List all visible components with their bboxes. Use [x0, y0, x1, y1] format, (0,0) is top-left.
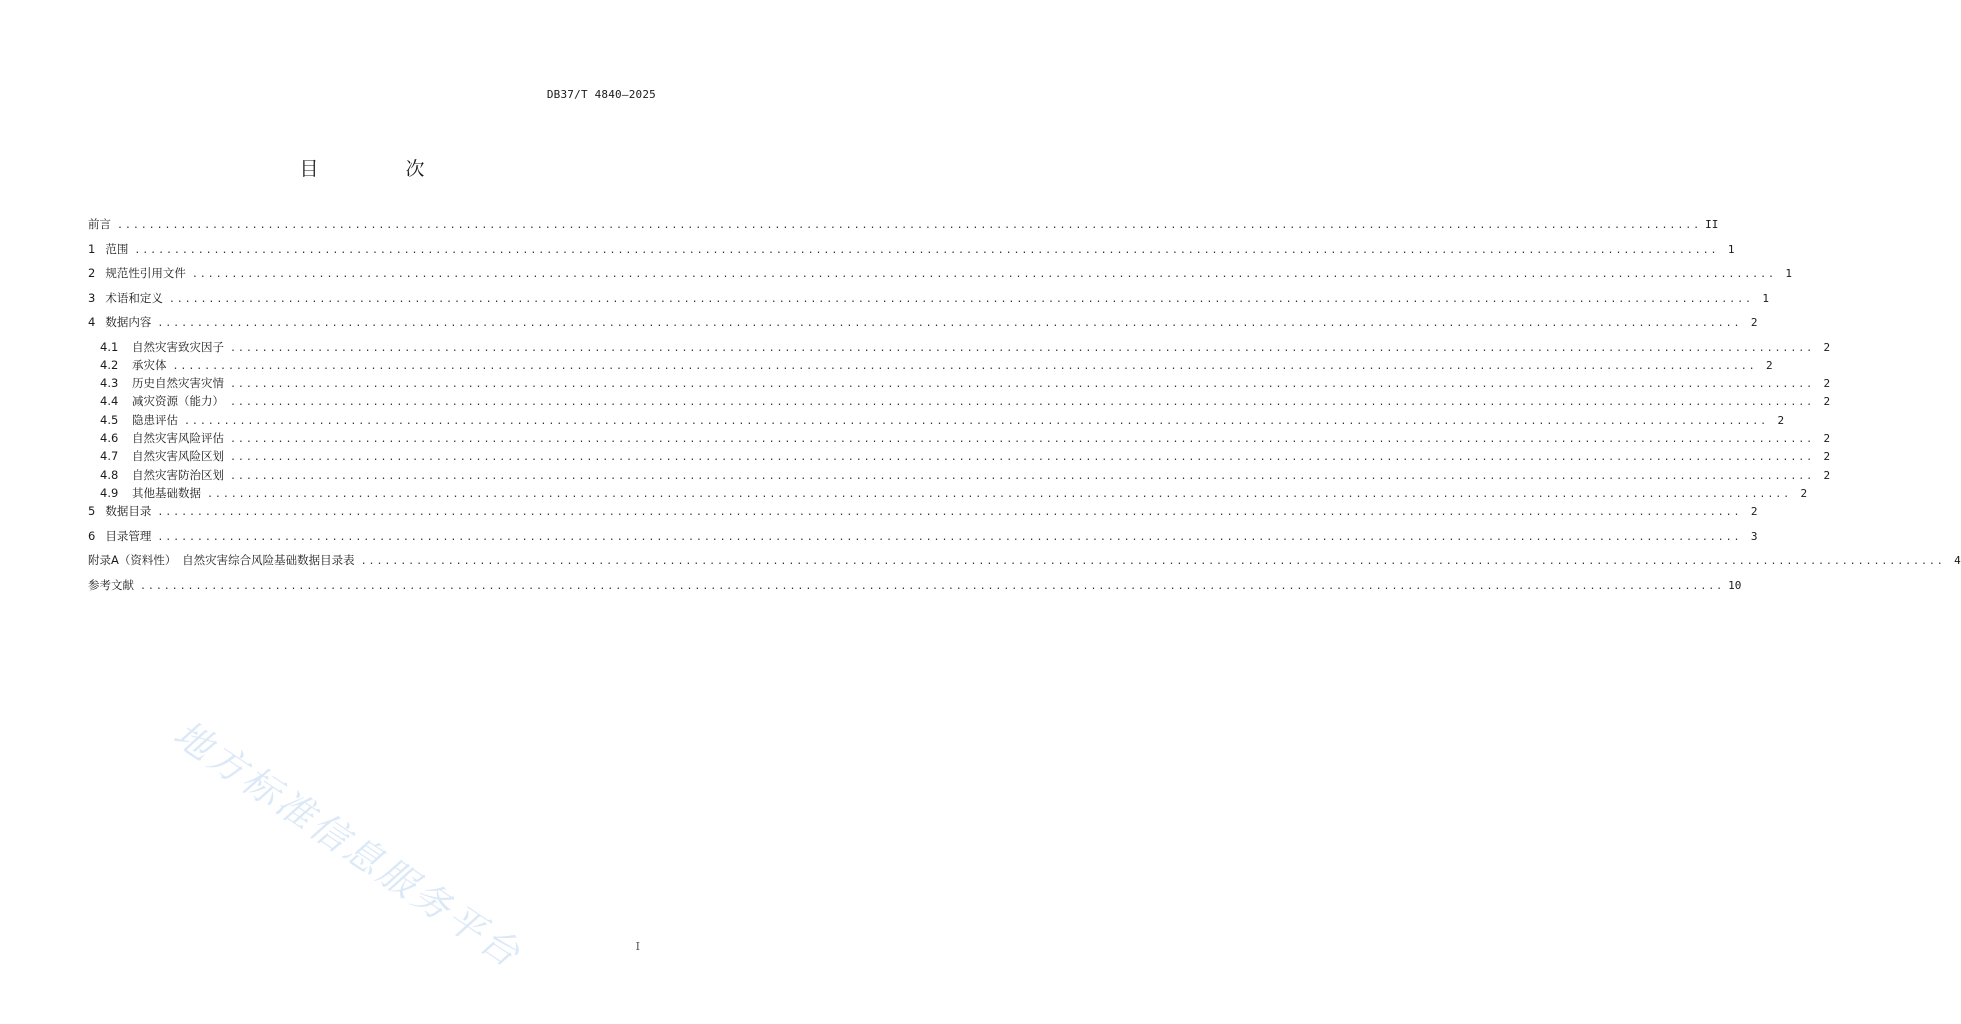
- toc-entry[interactable]: [88, 393, 1831, 411]
- toc-entry-number: 4.5: [100, 412, 119, 427]
- toc-entry-page: 1: [1762, 291, 1769, 305]
- toc-leader-dots: ........................................................................................................................................................................................................: [117, 220, 1702, 231]
- toc-entry-page: 2: [1823, 377, 1831, 391]
- toc-leader-dots: ........................................................................................................................................................................................................: [157, 531, 1742, 543]
- toc-leader-dots: ........................................................................................................................................................................................................: [168, 293, 1753, 305]
- toc-entry[interactable]: [88, 265, 1792, 290]
- toc-entry-number: 4: [88, 315, 96, 329]
- toc-entry-page: 2: [1823, 468, 1831, 482]
- toc-entry-page: 2: [1823, 395, 1831, 409]
- toc-entry-number: 4.6: [100, 430, 119, 445]
- toc-entry[interactable]: [88, 503, 1758, 528]
- toc-entry-label: 自然灾害风险评估: [132, 430, 224, 445]
- toc-leader-dots: ........................................................................................................................................................................................................: [360, 556, 1945, 568]
- toc-entry-page: 2: [1823, 450, 1831, 464]
- toc-entry[interactable]: [88, 290, 1769, 315]
- toc-entry-page: 2: [1823, 431, 1831, 445]
- toc-entry-label: 参考文献: [88, 577, 134, 592]
- toc-entry[interactable]: [88, 241, 1735, 266]
- toc-entry-label: 自然灾害风险区划: [132, 449, 224, 464]
- toc-entry-label: 自然灾害致灾因子: [132, 339, 224, 354]
- toc-entry-page: 2: [1823, 340, 1831, 354]
- toc-entry-label: 承灾体: [132, 357, 167, 372]
- toc-entry-number: 3: [88, 290, 96, 305]
- toc-entry[interactable]: [88, 430, 1831, 448]
- toc-leader-dots: ........................................................................................................................................................................................................: [207, 488, 1792, 500]
- toc-entry-number: 1: [88, 241, 96, 256]
- toc-leader-dots: ........................................................................................................................................................................................................: [230, 452, 1815, 464]
- toc-leader-dots: ........................................................................................................................................................................................................: [230, 433, 1815, 445]
- toc-entry-number: 6: [88, 528, 96, 543]
- toc-entry-number: 2: [88, 266, 96, 280]
- toc-entry[interactable]: [88, 339, 1831, 357]
- toc-entry-number: 4.9: [100, 485, 119, 500]
- toc-entry-label: 目录管理: [105, 528, 152, 543]
- toc-entry[interactable]: [88, 412, 1785, 430]
- toc-entry-page: II: [1705, 218, 1719, 231]
- toc-leader-dots: ........................................................................................................................................................................................................: [230, 397, 1815, 409]
- toc-leader-dots: ........................................................................................................................................................................................................: [157, 507, 1742, 519]
- toc-entry-label: 其他基础数据: [132, 485, 201, 500]
- watermark: 地方标准信息服务平台: [166, 712, 530, 977]
- toc-leader-dots: ........................................................................................................................................................................................................: [230, 470, 1815, 482]
- table-of-contents: [88, 216, 1961, 601]
- toc-entry-page: 2: [1765, 358, 1773, 372]
- toc-entry-page: 2: [1800, 486, 1808, 500]
- toc-entry-label: 范围: [105, 241, 129, 256]
- toc-entry-number: 5: [88, 504, 96, 519]
- toc-entry-page: 4: [1954, 554, 1961, 568]
- toc-entry-page: 1: [1727, 242, 1735, 256]
- toc-entry-label: 历史自然灾害灾情: [132, 376, 224, 391]
- toc-leader-dots: ........................................................................................................................................................................................................: [230, 342, 1815, 354]
- toc-leader-dots: ........................................................................................................................................................................................................: [230, 379, 1815, 391]
- toc-entry-page: 3: [1750, 529, 1758, 543]
- toc-entry-label: 自然灾害防治区划: [132, 467, 224, 482]
- toc-entry-label: 隐患评估: [132, 412, 178, 427]
- toc-entry[interactable]: [88, 357, 1773, 375]
- toc-entry-page: 2: [1750, 505, 1758, 519]
- toc-leader-dots: ........................................................................................................................................................................................................: [172, 360, 1757, 372]
- toc-entry-number: 4.3: [100, 376, 119, 391]
- toc-leader-dots: ........................................................................................................................................................................................................: [134, 244, 1719, 256]
- toc-entry[interactable]: [88, 577, 1742, 602]
- toc-leader-dots: ........................................................................................................................................................................................................: [140, 580, 1725, 592]
- footer-page-number: I: [635, 940, 640, 953]
- toc-entry-number: 4.2: [100, 357, 119, 372]
- toc-entry-number: 4.4: [100, 394, 119, 409]
- toc-leader-dots: ........................................................................................................................................................................................................: [184, 415, 1769, 427]
- toc-entry-label: 术语和定义: [105, 290, 163, 305]
- toc-entry[interactable]: [88, 314, 1758, 339]
- toc-entry[interactable]: [88, 216, 1719, 241]
- toc-entry-label: 减灾资源（能力）: [132, 394, 224, 409]
- toc-entry[interactable]: [88, 467, 1831, 485]
- toc-entry[interactable]: [88, 552, 1961, 577]
- toc-entry[interactable]: [88, 448, 1831, 466]
- toc-entry-page: 1: [1785, 267, 1792, 280]
- document-code: DB37/T 4840—2025: [546, 88, 656, 101]
- toc-entry-number: 4.1: [100, 339, 119, 354]
- toc-entry-number: 4.7: [100, 449, 119, 464]
- toc-entry-page: 10: [1728, 578, 1742, 592]
- toc-entry-label: 附录A（资料性） 自然灾害综合风险基础数据目录表: [88, 553, 355, 568]
- toc-entry-page: 2: [1777, 413, 1785, 427]
- toc-entry[interactable]: [88, 528, 1758, 553]
- toc-entry-number: 4.8: [100, 467, 119, 482]
- toc-leader-dots: ........................................................................................................................................................................................................: [157, 318, 1742, 329]
- toc-entry-label: 规范性引用文件: [105, 266, 186, 280]
- toc-entry-page: 2: [1750, 316, 1758, 329]
- toc-entry-label: 数据目录: [105, 504, 152, 519]
- toc-leader-dots: ........................................................................................................................................................................................................: [191, 269, 1776, 280]
- toc-entry-label: 数据内容: [105, 315, 152, 329]
- page-title: 目 次: [299, 158, 459, 180]
- toc-entry[interactable]: [88, 375, 1831, 393]
- toc-entry[interactable]: [88, 485, 1808, 503]
- toc-entry-label: 前言: [88, 217, 111, 231]
